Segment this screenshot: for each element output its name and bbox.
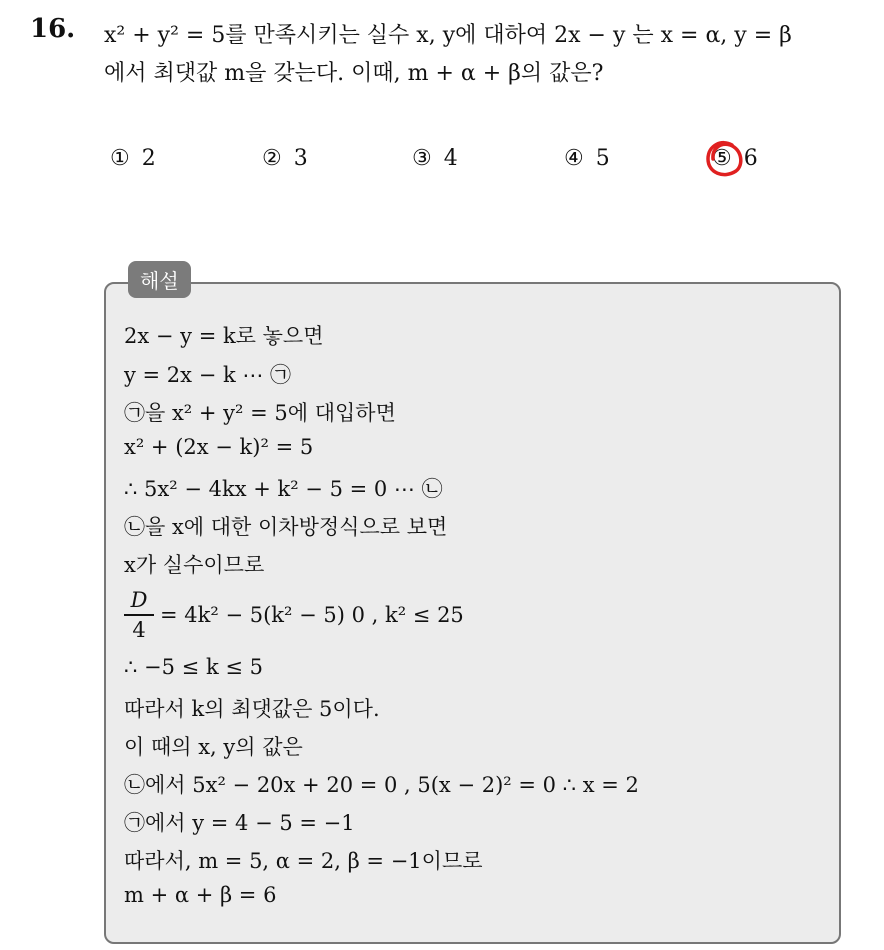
solution-line-6: ㉡을 x에 대한 이차방정식으로 보면 bbox=[124, 515, 448, 539]
solution-label: 해설 bbox=[128, 261, 191, 298]
choice-5-value: 6 bbox=[743, 146, 758, 171]
solution-line-14: 따라서, m = 5, α = 2, β = −1이므로 bbox=[124, 849, 483, 873]
solution-line-11: 이 때의 x, y의 값은 bbox=[124, 735, 303, 759]
choice-1-number: ① bbox=[110, 146, 130, 171]
solution-line-1: 2x − y = k로 놓으면 bbox=[124, 324, 324, 348]
choice-4-number: ④ bbox=[564, 146, 584, 171]
choice-5-number: ⑤ bbox=[712, 146, 732, 171]
choice-3[interactable] bbox=[412, 146, 458, 171]
choice-1[interactable] bbox=[110, 146, 156, 171]
question-text-line-2: 에서 최댓값 m을 갖는다. 이때, m + α + β의 값은? bbox=[104, 61, 604, 86]
choice-2-value: 3 bbox=[293, 146, 308, 171]
question-number: 16. bbox=[30, 14, 76, 44]
solution-line-15: m + α + β = 6 bbox=[124, 883, 277, 907]
solution-line-13: ㉠에서 y = 4 − 5 = −1 bbox=[124, 811, 355, 835]
answer-choices bbox=[110, 146, 810, 176]
choice-3-number: ③ bbox=[412, 146, 432, 171]
solution-line-2: y = 2x − k ⋯ ㉠ bbox=[124, 363, 292, 387]
fraction-numerator: D bbox=[130, 588, 148, 612]
question-text-line-1: x² + y² = 5를 만족시키는 실수 x, y에 대하여 2x − y 는 x = α, y = β bbox=[104, 23, 792, 48]
solution-line-12: ㉡에서 5x² − 20x + 20 = 0 , 5(x − 2)² = 0 ∴ x = 2 bbox=[124, 773, 639, 797]
solution-line-5: ∴ 5x² − 4kx + k² − 5 = 0 ⋯ ㉡ bbox=[124, 477, 443, 501]
solution-line-9: ∴ −5 ≤ k ≤ 5 bbox=[124, 655, 263, 679]
choice-2-number: ② bbox=[262, 146, 282, 171]
solution-line-4: x² + (2x − k)² = 5 bbox=[124, 435, 314, 459]
red-circle-mark-icon bbox=[702, 137, 746, 181]
choice-3-value: 4 bbox=[443, 146, 458, 171]
fraction-d-over-4 bbox=[124, 588, 154, 642]
choice-1-value: 2 bbox=[141, 146, 156, 171]
choice-4[interactable] bbox=[564, 146, 610, 171]
fraction-denominator: 4 bbox=[132, 618, 146, 642]
choice-5[interactable] bbox=[712, 146, 758, 171]
fraction-bar bbox=[124, 614, 154, 616]
choice-2[interactable] bbox=[262, 146, 308, 171]
solution-line-3: ㉠을 x² + y² = 5에 대입하면 bbox=[124, 401, 396, 425]
solution-line-10: 따라서 k의 최댓값은 5이다. bbox=[124, 697, 380, 721]
solution-line-7: x가 실수이므로 bbox=[124, 553, 265, 577]
solution-line-8: = 4k² − 5(k² − 5) 0 , k² ≤ 25 bbox=[160, 603, 464, 627]
choice-4-value: 5 bbox=[595, 146, 610, 171]
